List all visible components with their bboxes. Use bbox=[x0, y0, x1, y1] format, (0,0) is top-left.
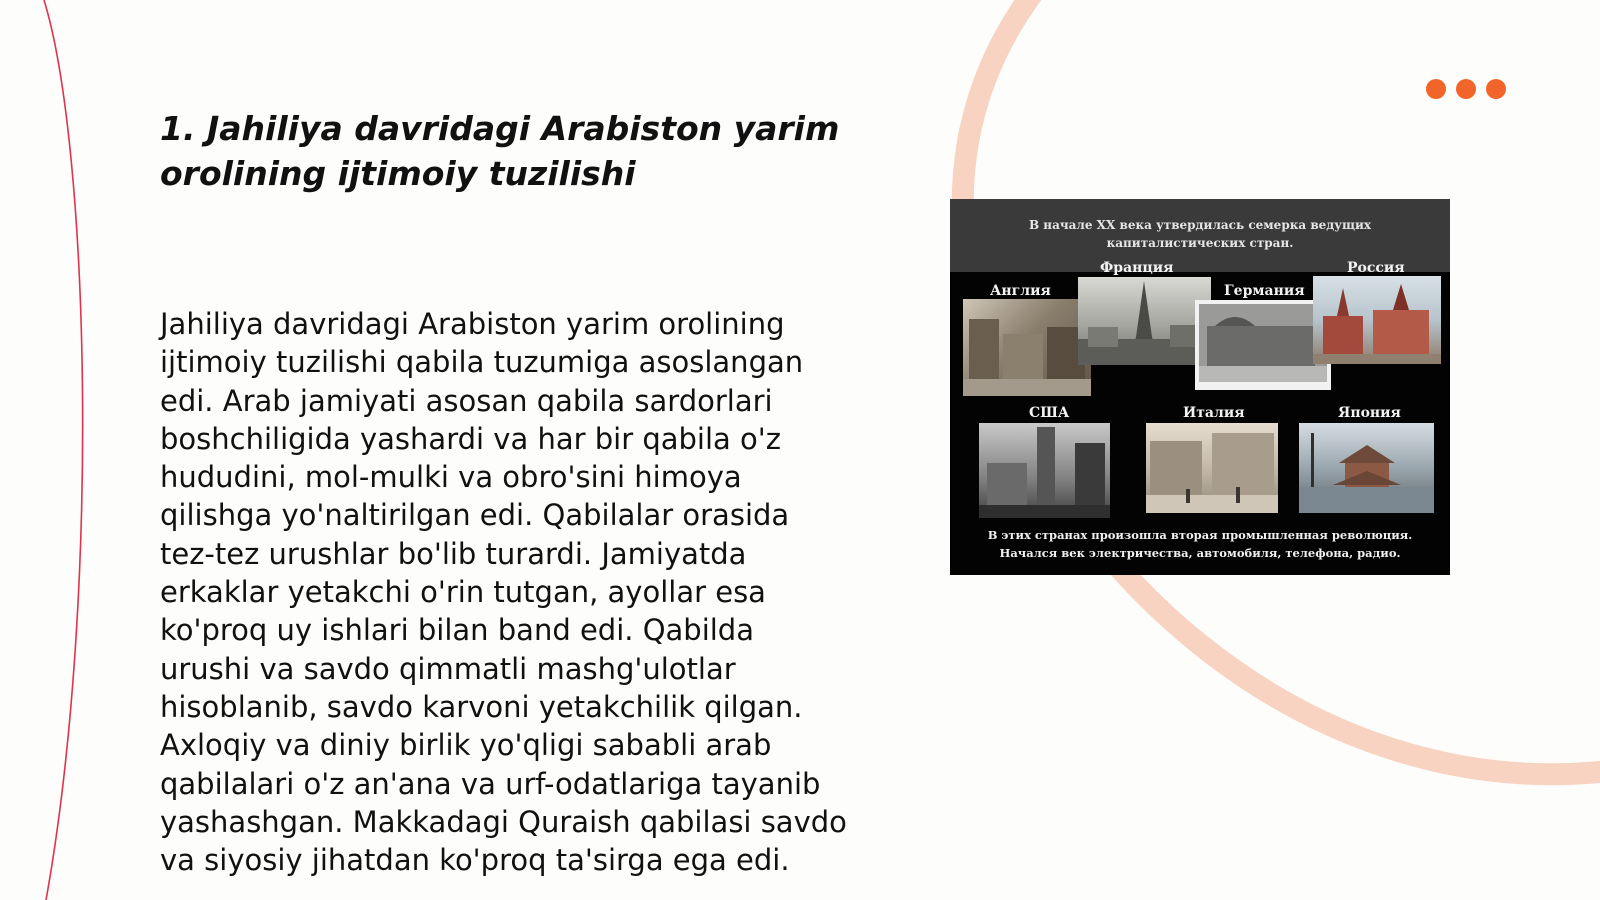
left-edge-line bbox=[44, 0, 83, 900]
image-footer-text: В этих странах произошла вторая промышленная революция. Начался век электричества, автомобиля, телефона, радио. bbox=[987, 528, 1413, 560]
label-france: Франция bbox=[1100, 260, 1174, 276]
image-header-text: В начале XX века утвердилась семерка ведущих капиталистических стран. bbox=[1028, 218, 1372, 250]
label-italy: Италия bbox=[1183, 405, 1245, 421]
slide-body-text: Jahiliya davridagi Arabiston yarim orolining ijtimoiy tuzilishi qabila tuzumiga asoslangan edi. Arab jamiyati asosan qabila sardorlari boshchiligida yashardi va har bir qabila o'z hududini, mol-mulki va obro'sini himoya qilishga yo'naltirilgan edi. Qabilalar orasida tez-tez urushlar bo'lib turardi. Jamiyatda erkaklar yetakchi o'rin tutgan, ayollar esa ko'proq uy ishlari bilan band edi. Qabilda urushi va savdo qimmatli mashg'ulotlar hisoblanib, savdo karvoni yetakchilik qilgan. Axloqiy va diniy birlik yo'qligi sababli arab qabilalari o'z an'ana va urf-odatlariga tayanib yashashgan. Makkadagi Quraish qabilasi savdo va siyosiy jihatdan ko'proq ta'sirga ega edi. bbox=[160, 307, 847, 878]
photo-england bbox=[963, 299, 1091, 396]
photo-japan bbox=[1299, 423, 1434, 513]
photo-france bbox=[1078, 277, 1211, 365]
photo-italy bbox=[1146, 423, 1278, 513]
label-england: Англия bbox=[990, 283, 1051, 299]
label-russia: Россия bbox=[1347, 260, 1405, 276]
photo-russia bbox=[1313, 276, 1441, 364]
menu-dots bbox=[1426, 79, 1506, 99]
slide-title: 1. Jahiliya davridagi Arabiston yarim orolining ijtimoiy tuzilishi bbox=[160, 109, 840, 193]
label-germany: Германия bbox=[1224, 283, 1305, 299]
photo-usa bbox=[979, 423, 1110, 518]
label-usa: США bbox=[1029, 405, 1070, 421]
accent-dot bbox=[1486, 79, 1506, 99]
label-japan: Япония bbox=[1338, 405, 1401, 421]
accent-dot bbox=[1426, 79, 1446, 99]
photo-germany bbox=[1195, 300, 1331, 390]
illustration-image bbox=[950, 199, 1450, 575]
accent-dot bbox=[1456, 79, 1476, 99]
